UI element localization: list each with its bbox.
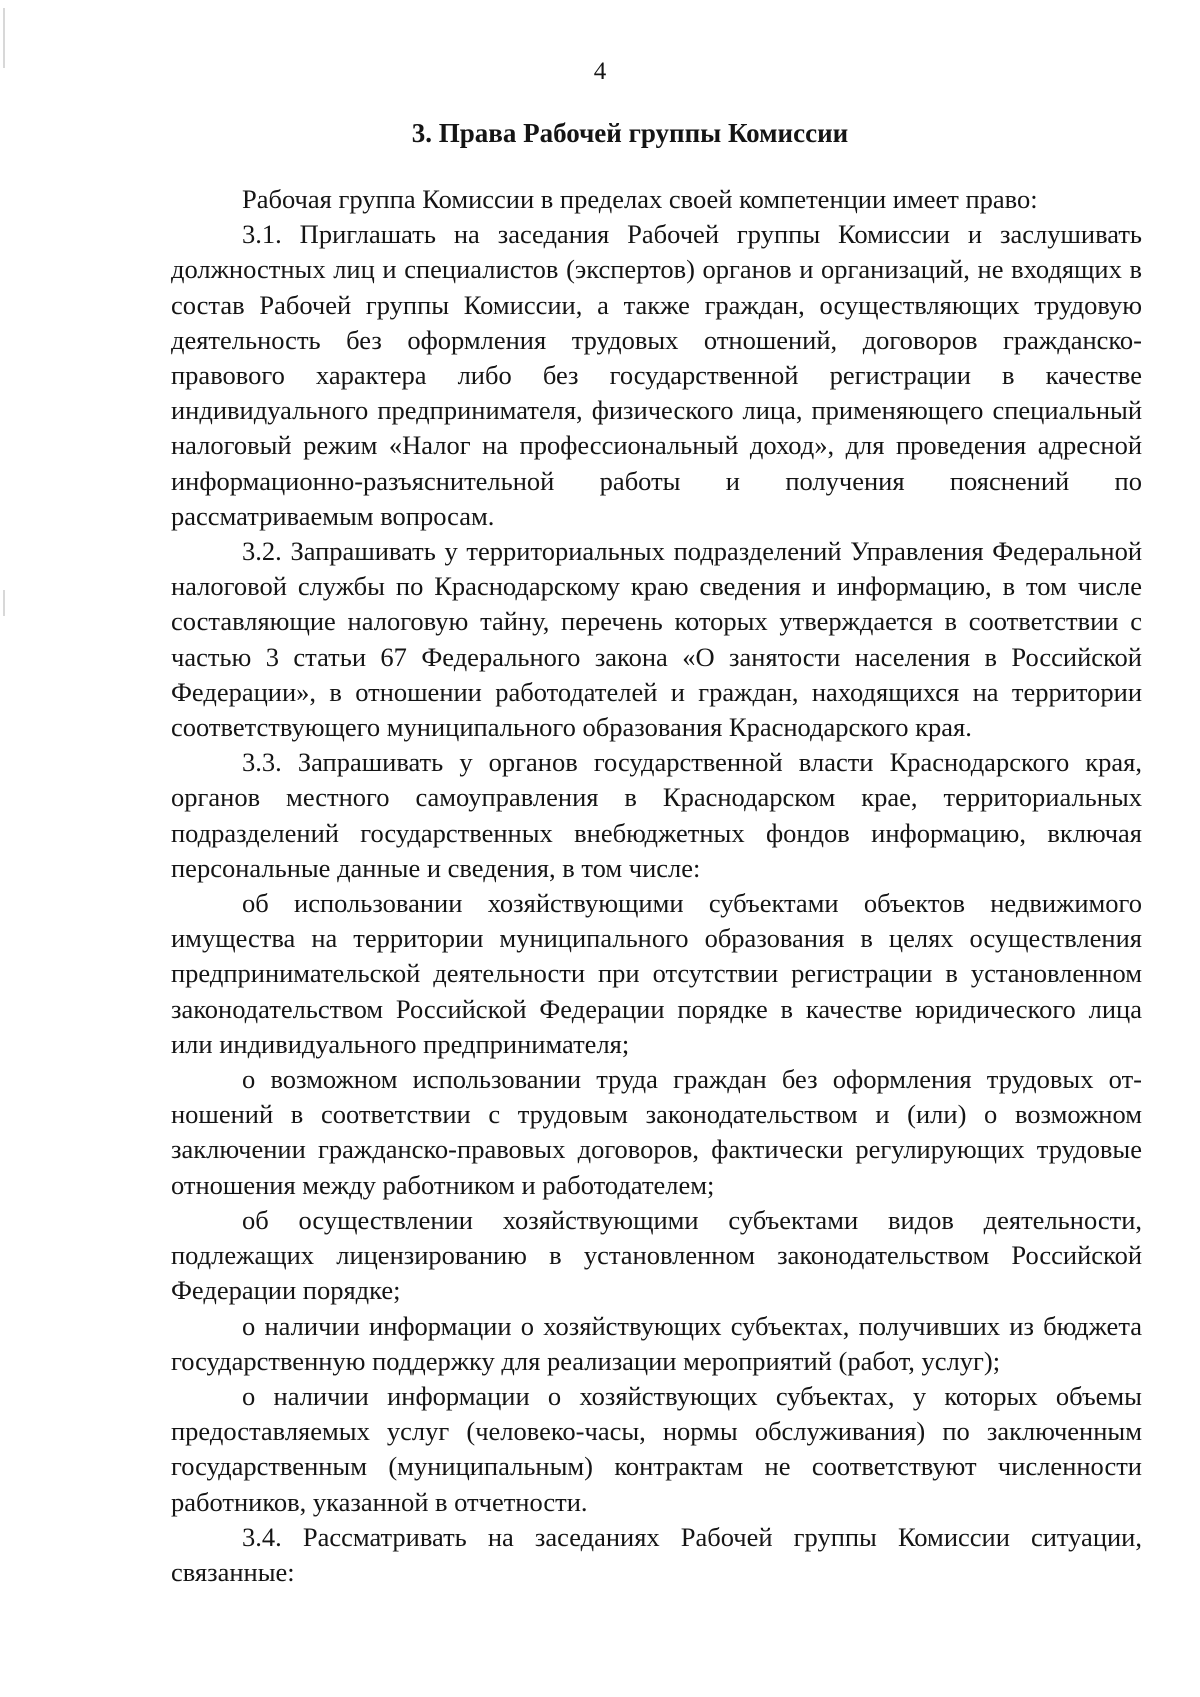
scan-edge-mark <box>3 590 5 616</box>
list-item-real-estate: об использовании хозяйствующими субъектами объектов недвижимого имущества на территории муниципального образования в целях осуществления предпринимательской деятельности при отсутствии регистрации в установленном законодательством Российской Федерации порядке в качестве юридического лица или индивидуального предпринимателя; <box>171 888 1142 1059</box>
section-title: 3. Права Рабочей группы Комиссии <box>411 118 849 148</box>
list-item-contracts: о наличии информации о хозяйствующих субъектах, у которых объемы предоставляемых услуг (человеко-часы, нормы обслуживания) по заключенным государственным (муниципальным) контрактам не соответствуют численности работников, указанной в отчетности. <box>171 1380 1142 1517</box>
body-text <box>171 182 1142 1590</box>
paragraph-3-4: 3.4. Рассматривать на заседаниях Рабочей группы Комиссии ситуации, связанные: <box>171 1521 1142 1587</box>
list-item-licensing: об осуществлении хозяйствующими субъектами видов деятельности, подлежащих лицензированию в установленном законодательством Российской Федерации порядке; <box>171 1204 1142 1306</box>
paragraph-3-2: 3.2. Запрашивать у территориальных подразделений Управления Федеральной налоговой службы по Краснодарскому краю сведения и информацию, в том числе составляющие налоговую тайну, перечень которых утверждается в соответствии с частью 3 статьи 67 Федерального закона «О занятости населения в Российской Федерации», в отношении работодателей и граждан, находящихся на территории соответствующего муниципального образования Краснодарского края. <box>171 536 1142 743</box>
paragraph-3-3: 3.3. Запрашивать у органов государственной власти Краснодарского края, органов местного самоуправления в Краснодарском крае, территориальных подразделений государственных внебюджетных фондов информацию, включая персональные данные и сведения, в том числе: <box>171 747 1142 883</box>
page-number: 4 <box>593 58 607 85</box>
paragraph-3-1: 3.1. Приглашать на заседания Рабочей группы Комиссии и заслушивать должностных лиц и специалистов (экспертов) органов и организаций, не входящих в состав Рабочей группы Комиссии, а также граждан, осуществляющих трудовую деятельность без оформления трудовых отношений, договоров гражданско-правового характера либо без государственной регистрации в качестве индивидуального предпринимателя, физического лица, применяющего специальный налоговый режим «Налог на профессиональный доход», для проведения адресной информационно-разъяснительной работы и получения пояснений по рассматриваемым вопросам. <box>171 219 1142 531</box>
paragraph-intro: Рабочая группа Комиссии в пределах своей компетенции имеет право: <box>242 184 1038 214</box>
list-item-labor: о возможном использовании труда граждан без оформления трудовых отношений в соответствии с трудовым законодательством и (или) о возможном заключении гражданско-правовых договоров, фактически регулирующих трудовые отношения между работником и работодателем; <box>171 1064 1142 1200</box>
list-item-state-support: о наличии информации о хозяйствующих субъектах, получивших из бюджета государственную поддержку для реализации мероприятий (работ, услуг); <box>171 1310 1142 1376</box>
